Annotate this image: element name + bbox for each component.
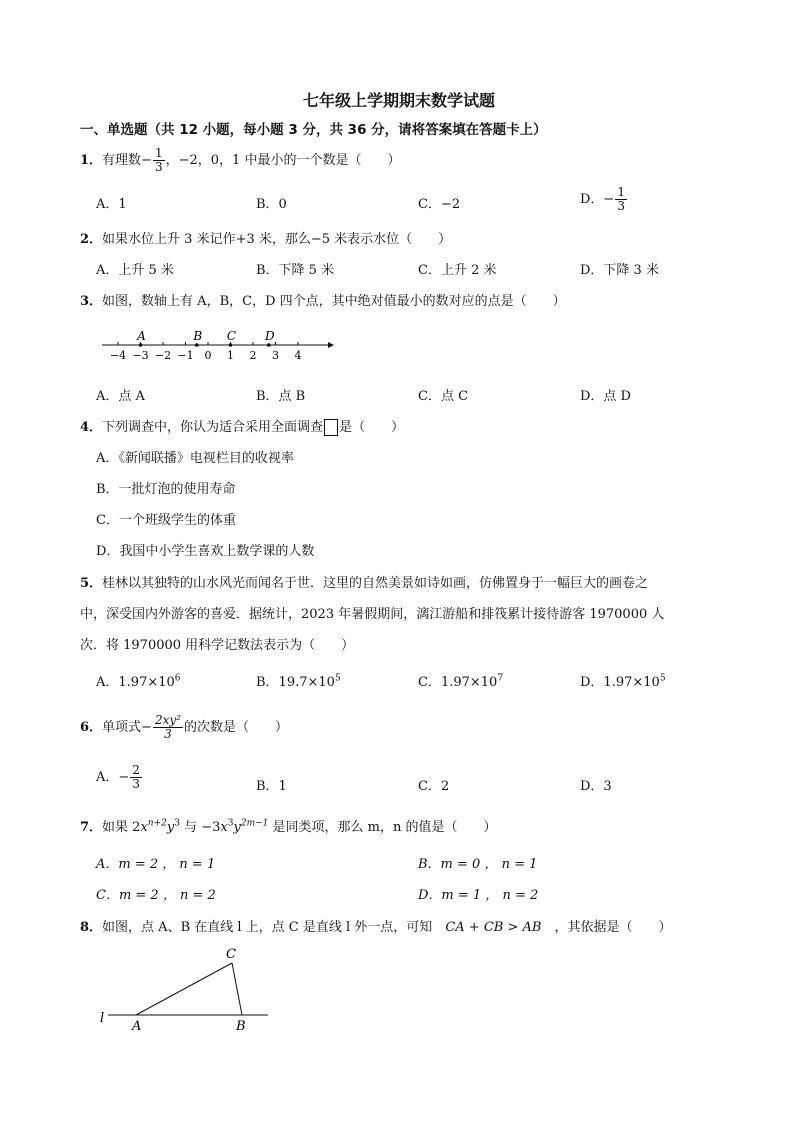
point-d <box>267 343 271 347</box>
segment-ac <box>136 963 232 1015</box>
option-label: C．1.97×10 <box>418 675 498 690</box>
point-label-a: A <box>137 329 146 343</box>
axis-tick-label: 0 <box>204 349 212 362</box>
question-8 <box>80 916 671 935</box>
axis-tick-label: 2 <box>249 349 257 362</box>
option-c: C．2 <box>418 779 450 794</box>
exponent: n+2 <box>147 818 167 829</box>
question-text: 是（ ） <box>339 420 405 435</box>
option-d: D．我国中小学生喜欢上数学课的人数 <box>96 544 315 559</box>
segment-cb <box>232 963 242 1015</box>
option-label: D．− <box>580 192 615 207</box>
option-c: C．上升 2 米 <box>418 263 497 278</box>
option-label: A．− <box>96 770 130 785</box>
point-label-b: B <box>193 329 203 343</box>
option-b: B．1 <box>256 779 287 794</box>
variable: y <box>233 820 241 835</box>
point-label-b: B <box>236 1019 246 1034</box>
question-number: 4． <box>80 420 103 435</box>
axis-tick-label: 1 <box>227 349 234 362</box>
question-number: 5． <box>80 576 103 591</box>
fraction-numerator: 2 <box>132 763 140 777</box>
question-text: 如图，数轴上有 A，B，C，D 四个点，其中绝对值最小的数对应的点是（ ） <box>102 294 566 309</box>
option-c: C．一个班级学生的体重 <box>96 513 236 528</box>
exponent: 5 <box>659 673 666 684</box>
option-c: C．m = 2 ， n = 2 <box>96 888 216 903</box>
fraction-numerator: 2xy² <box>154 713 181 727</box>
option-b: B．下降 5 米 <box>256 263 335 278</box>
option-d: D．下降 3 米 <box>580 263 659 278</box>
point-label-c: C <box>226 329 237 343</box>
question-text: ，−2，0，1 中最小的一个数是（ ） <box>165 153 401 168</box>
point-a <box>139 343 143 347</box>
option-b: B．0 <box>256 197 287 212</box>
axis-arrow <box>328 342 334 348</box>
question-text: 如果水位上升 3 米记作+3 米，那么−5 米表示水位（ ） <box>102 232 452 247</box>
option-a: A．点 A <box>96 389 145 404</box>
line-label-l: l <box>100 1011 105 1026</box>
option-label: A．1.97×10 <box>96 675 175 690</box>
fraction <box>153 714 183 741</box>
option-b: B．m = 0 ， n = 1 <box>418 857 538 872</box>
axis-tick-label: −1 <box>177 349 194 362</box>
question-number: 7． <box>80 820 103 835</box>
fraction-denominator: 3 <box>132 777 140 791</box>
question-number: 2． <box>80 232 103 247</box>
option-a: A．上升 5 米 <box>96 263 174 278</box>
option-b: B．点 B <box>256 389 306 404</box>
axis-tick-label: 4 <box>294 349 302 362</box>
exponent: 5 <box>334 673 341 684</box>
question-text: 桂林以其独特的山水风光而闻名于世．这里的自然美景如诗如画，仿佛置身于一幅巨大的画卷之 <box>102 576 649 591</box>
exponent: 2m−1 <box>240 818 269 829</box>
question-number: 3． <box>80 294 103 309</box>
option-c: C．点 C <box>418 389 469 404</box>
question-text: 下列调查中，你认为适合采用全面调查 <box>102 420 324 435</box>
option-a <box>96 671 181 690</box>
point-b <box>195 343 199 347</box>
option-a: A．1 <box>96 197 127 212</box>
inequality: CA + CB > AB <box>445 920 542 935</box>
exponent: 3 <box>174 818 180 829</box>
point-c <box>229 343 233 347</box>
question-5-line-2: 中，深受国内外游客的喜爱．据统计，2023 年暑假期间，漓江游船和排筏累计接待游客 1970000 人 <box>80 607 665 622</box>
question-2 <box>80 228 451 247</box>
axis-tick-label: −3 <box>132 349 149 362</box>
question-text: 有理数 <box>102 153 142 168</box>
question-1 <box>80 147 400 174</box>
question-text: 是同类项，那么 m，n 的值是（ ） <box>268 820 497 835</box>
variable: y <box>166 820 175 835</box>
option-d <box>580 186 628 213</box>
question-text: 的次数是（ ） <box>183 720 288 735</box>
option-a: A．m = 2 ， n = 1 <box>96 857 216 872</box>
option-a <box>96 764 143 791</box>
page-title: 七年级上学期期末数学试题 <box>303 91 496 110</box>
fraction <box>615 186 627 213</box>
option-b: B．一批灯泡的使用寿命 <box>96 482 236 497</box>
fraction-denominator: 3 <box>154 160 163 174</box>
exponent: 3 <box>227 818 234 829</box>
fraction-denominator: 3 <box>164 727 172 741</box>
minus-sign: − <box>141 153 152 168</box>
fraction-numerator: 1 <box>617 185 625 199</box>
option-d: D．m = 1 ， n = 2 <box>418 888 539 903</box>
question-3 <box>80 290 566 309</box>
option-c: C．−2 <box>418 197 461 212</box>
variable: x <box>140 820 148 835</box>
number-line-figure <box>96 326 336 366</box>
option-d: D．3 <box>580 779 612 794</box>
exponent: 7 <box>497 673 504 684</box>
option-a: A．《新闻联播》电视栏目的收视率 <box>96 451 294 466</box>
question-text: 单项式− <box>102 720 152 735</box>
option-label: D．1.97×10 <box>580 675 660 690</box>
option-d: D．点 D <box>580 389 631 404</box>
question-number: 1． <box>80 153 103 168</box>
point-label-c: C <box>226 947 236 962</box>
section-heading: 一、单选题（共 12 小题，每小题 3 分，共 36 分，请将答案填在答题卡上） <box>80 122 547 138</box>
axis-tick-label: −4 <box>109 349 127 362</box>
point-label-a: A <box>132 1019 142 1034</box>
fraction <box>130 764 142 791</box>
question-text: 与 −3 <box>179 820 221 835</box>
question-text: 如图，点 A、B 在直线 l 上，点 C 是直线 l 外一点，可知 <box>102 920 433 935</box>
option-d <box>580 671 666 690</box>
option-b <box>256 671 341 690</box>
triangle-figure <box>96 944 276 1034</box>
exponent: 6 <box>174 673 181 684</box>
option-c <box>418 671 503 690</box>
question-6 <box>80 714 288 741</box>
question-5-line-3: 次．将 1970000 用科学记数法表示为（ ） <box>80 638 355 653</box>
fraction <box>153 147 165 174</box>
fraction-denominator: 3 <box>617 199 625 213</box>
question-number: 6． <box>80 720 103 735</box>
question-text: ，其依据是（ ） <box>554 920 672 935</box>
axis-tick-label: 3 <box>272 349 279 362</box>
axis-tick-label: −2 <box>154 349 172 362</box>
variable: x <box>220 820 228 835</box>
question-number: 8． <box>80 920 103 935</box>
question-4 <box>80 416 404 436</box>
blank-box <box>324 419 338 436</box>
question-7 <box>80 816 496 835</box>
point-label-d: D <box>264 329 275 343</box>
fraction-numerator: 1 <box>154 146 163 160</box>
question-5 <box>80 572 648 591</box>
option-label: B．19.7×10 <box>256 675 335 690</box>
question-text: 如果 2 <box>102 820 141 835</box>
